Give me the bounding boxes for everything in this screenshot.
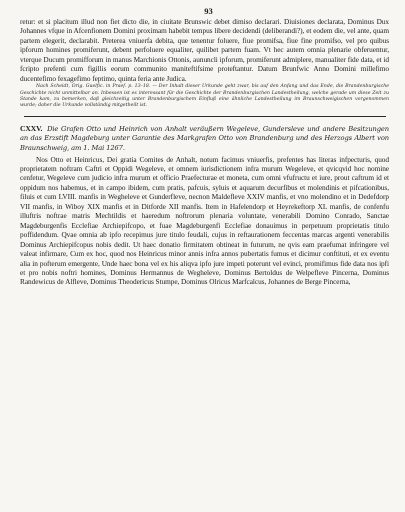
editorial-note: Nach Scheidt, Orig. Guelfic. in Praef. p. 13–18. — Der Inhalt dieser Urkunde geht zwar, bis auf den Anfang und das Ende, die Brandenburgische Geschichte nicht unmittelbar an. Inbessen ist es interessant für die Geschichte der Brandenburgischen Landestheilung, welche gerade um diese Zeit zu Stande kam, zu bemerken, daß gleichzeitig unter Brandenburgischem Einfluß eine ähnliche Landestheilung im Braunschweigischen vorgenommen wurde; daher die Urkunde vollständig mitgetheilt ist. xyxy=(20,84,389,109)
charter-body: Nos Otto et Heinricus, Dei gratia Comites de Anhalt, notum facimus vniuerfis, prefentes has literas infpecturis, quod proprietatem noftram Caftri et Oppidi Wegeleve, et omnem iurisdictionem infra murum Wegeleve, et qvicqvid hoc nomine cenfetur, Wegeleve cum judicio infra murum et officio Praefecturae et moneta, cum omni vfufructu et iure, prout caftrum id et oppidum nos habemus, et in campo ibidem, cum pratis, pafcuis, syluis et aquarum decurfibus et molendinis et pifcationibus, filuis et cum LVIII. manfis in Wegheleve et Gunderfleve, necnon Maldefleve XXIV manfis, et vno molendino et in Dedefdorp VII manfis, in Wiboy XIX manfis et in Ditforde XII manfis. Item in Hafelendorp et Heyrekeftorp XL manfis, de confenfu illuftris noftrae matris Mechtildis et haeredum noftrorum plenaria voluntate, venerabili Domino Conrado, Sanctae Magdeburgenfis Ecclefiae Archiepifcopo, et fuae Magdeburgenfi Ecclefiae donauimus in perpetuum proprietatis titulo poffidendum. Qvae omnia ab ipfo recepimus jure titulo feudali, cujus in reftaurationem feccentas marcas argenti venerabilis Dominus Archiepifcopus nobis dedit. Ut haec donatio firmitatem obtineat in futurum, ne qvis eam praefumat infringere vel valeat infirmare, Cum ex hoc, quod nos Heinricus minor annis infra annos pubertatis fumus et dicimur conftituti, et ex eventu alia in pofterum emergente, Unde haec bona vel ex his aliqva ipfo jure impeti poterunt vel evinci, promifimus fide data nos ipfi et pro nobis noftri homines, Dominus Hermannus de Wegheleve, Dominus Bertoldus de Welpefleve Pincerna, Dominus Randewicus de Alfleve, Dominus Theodericus Stumpe, Dominus Olricus Marfcalcus, Johannes de Berge Pincerna, xyxy=(20,154,389,287)
document-number: CXXV. xyxy=(20,123,43,133)
section-divider xyxy=(24,116,386,117)
continuation-paragraph: retur: et si placitum illud non fiet dicto die, in ciuitate Brunswic debet dimiso declarari. Diuisiones declarata, Dominus Dux Johannes vfque in Afcenfionem Domini proximam habebit tempus libere decidendi (deliberandi?), et eodem die, vel ante, quam partem elegerit, declarabit. Preterea vniuerfa debita, que tenentur foluere, fiue promifsa, fiue fine promifso, vel pro quibus ipforum homines promiferunt, debent perfoluere equaliter, quilibet partem fuam. Vt hec autem omnia plenarie obferuentur, vterque Ducum promifforum in manus Marchionis Ottonis, aununcli ipforum, promiferunt admiplere, manualiter fide data, et id fcripto prefenti cum figillis eorum communito maniteftifsime proteftantur. Datum Brunfwic Anno Domini millefimo ducentefimo fexagefimo feptimo, quinta feria ante Judica. xyxy=(20,17,389,83)
document-summary: Die Grafen Otto und Heinrich von Anhalt veräußern Wegeleve, Gundersleve und andere Besitzungen an das Erzstift Magdeburg unter Garantie des Markgrafen Otto von Brandenburg und des Herzogs Albert von Braunschweig, am 1. Mai 1267. xyxy=(20,124,389,152)
page-number: 93 xyxy=(204,6,213,16)
document-heading xyxy=(20,124,389,154)
